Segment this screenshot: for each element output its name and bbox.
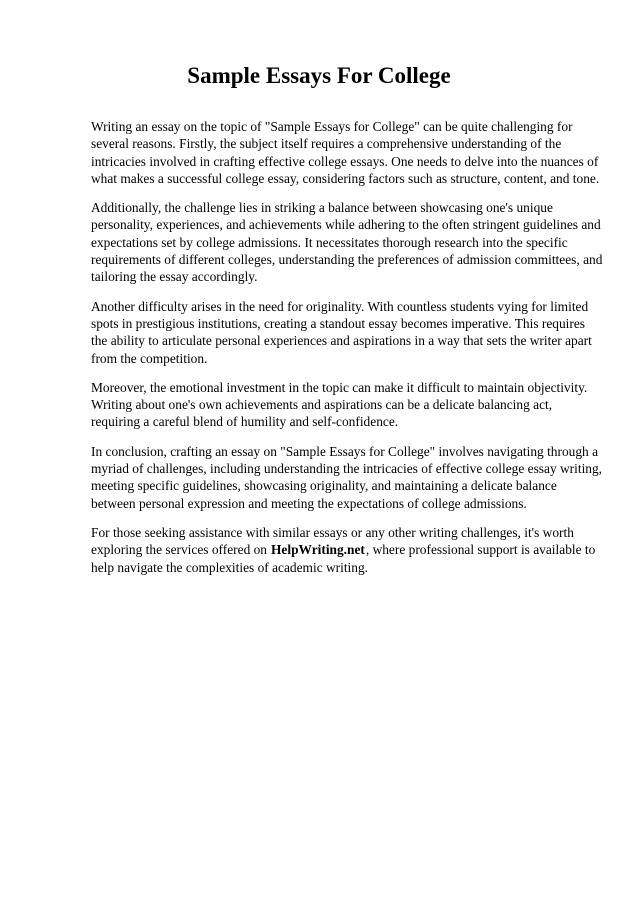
essay-body bbox=[91, 118, 603, 588]
paragraph-4: Moreover, the emotional investment in the topic can make it difficult to maintain objectivity. Writing about one's own achievements and aspirations can be a delicate balancing act, requiring a careful blend of humility and self-confidence. bbox=[91, 379, 588, 430]
page-title: Sample Essays For College bbox=[187, 63, 451, 88]
helpwriting-link[interactable]: HelpWriting.net bbox=[271, 542, 365, 558]
paragraph-6 bbox=[91, 524, 603, 576]
paragraph-6-text-after: , where professional support is available to help navigate the complexities of academic writing. bbox=[91, 542, 596, 575]
paragraph-2: Additionally, the challenge lies in striking a balance between showcasing one's unique personality, experiences, and achievements while adhering to the often stringent guidelines and expectations set by college admissions. It necessitates thorough research into the specific requirements of different colleges, understanding the preferences of admission committees, and tailoring the essay accordingly. bbox=[91, 200, 603, 285]
paragraph-3: Another difficulty arises in the need for originality. With countless students vying for limited spots in prestigious institutions, creating a standout essay becomes imperative. This requires the ability to articulate personal experiences and aspirations in a way that sets the writer apart from the competition. bbox=[91, 298, 592, 366]
paragraph-1: Writing an essay on the topic of "Sample Essays for College" can be quite challenging for several reasons. Firstly, the subject itself requires a comprehensive understanding of the intricacies involved in crafting effective college essays. One needs to delve into the nuances of what makes a successful college essay, considering factors such as structure, content, and tone. bbox=[91, 119, 600, 186]
paragraph-5: In conclusion, crafting an essay on "Sample Essays for College" involves navigating through a myriad of challenges, including understanding the intricacies of effective college essay writing, meeting specific guidelines, showcasing originality, and maintaining a delicate balance between personal expression and meeting the expectations of college admissions. bbox=[91, 443, 603, 511]
paragraph-6-text-before: For those seeking assistance with similar essays or any other writing challenges, it's worth exploring the services offered on bbox=[91, 524, 574, 558]
